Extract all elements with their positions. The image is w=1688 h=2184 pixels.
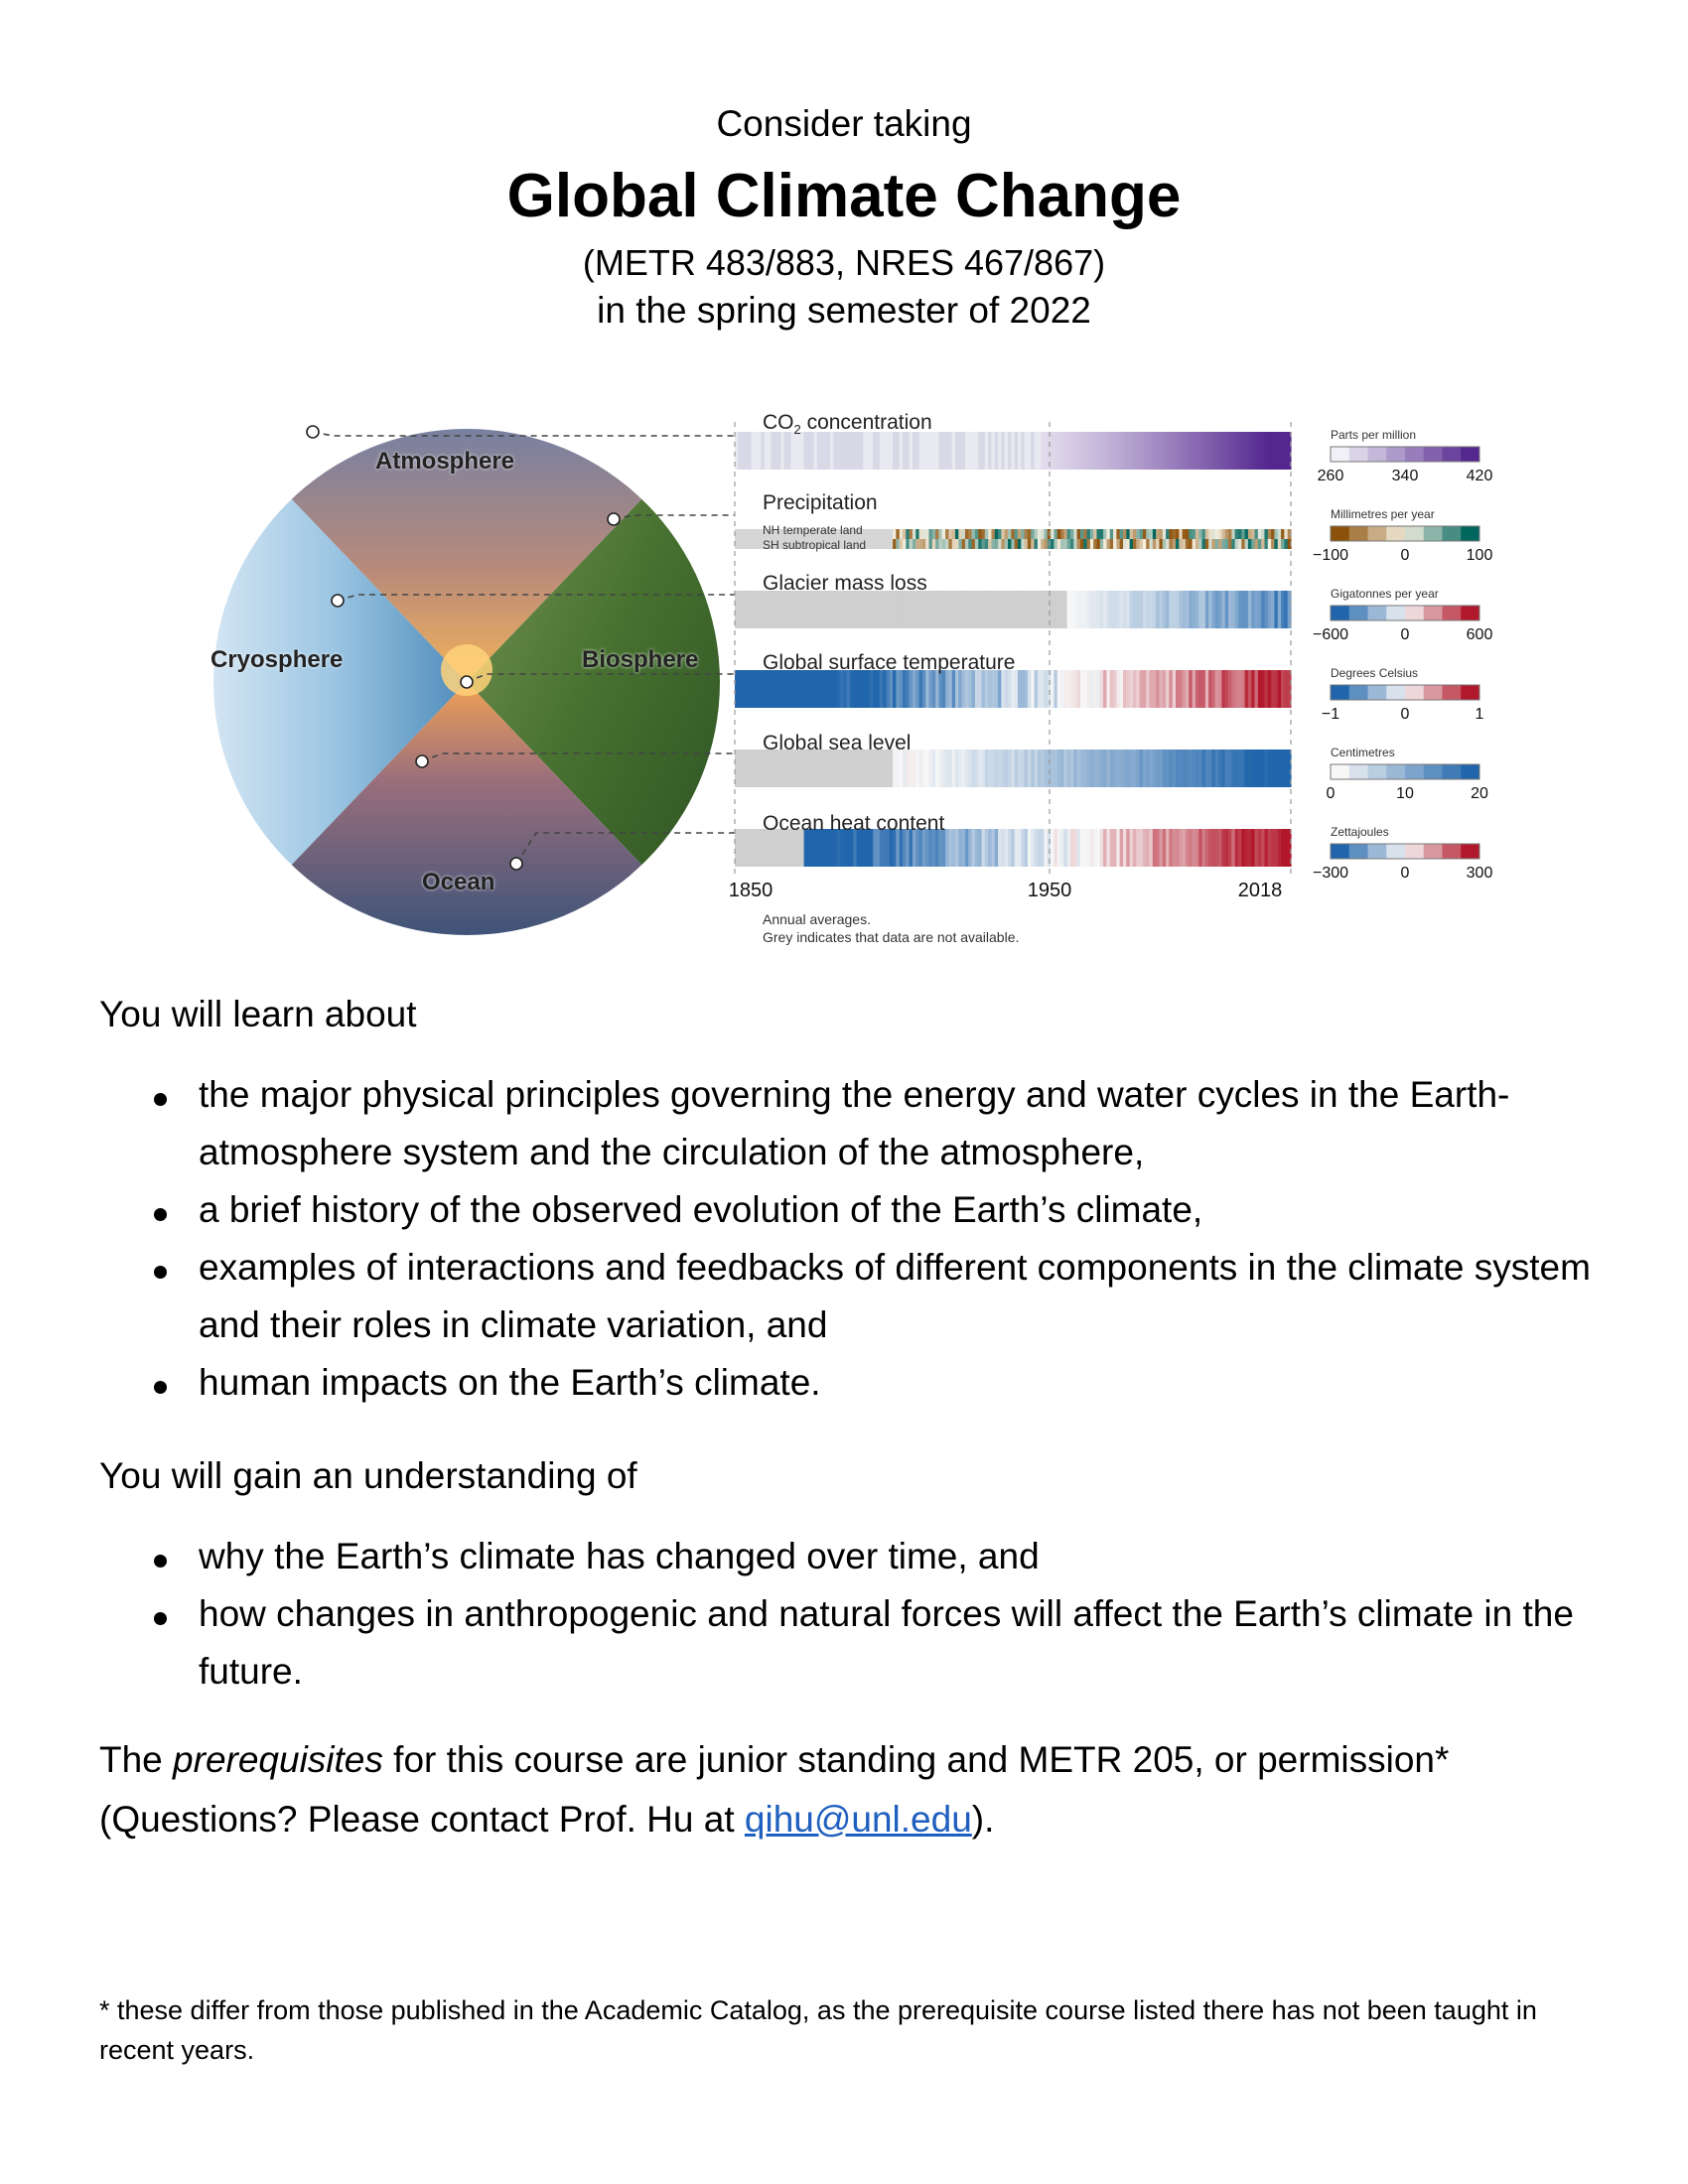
stripe-label-co2-sub: 2 <box>793 422 801 438</box>
prereq-text-1: The <box>99 1739 174 1780</box>
colorbar-swatch <box>1349 764 1368 779</box>
colorbar-swatch <box>1331 606 1349 620</box>
climate-figure-graphics <box>199 402 1499 958</box>
leader-line <box>313 432 735 436</box>
gain-intro: You will gain an understanding of <box>99 1455 637 1496</box>
prerequisites-paragraph <box>99 1730 1609 1849</box>
gain-list <box>99 1528 1609 1701</box>
colorbar-tick: 1 <box>1475 706 1484 723</box>
colorbar-unit: Gigatonnes per year <box>1331 587 1439 601</box>
colorbar-swatch <box>1461 764 1479 779</box>
contact-email-link[interactable]: qihu@unl.edu <box>744 1799 972 1840</box>
list-item <box>99 1354 1609 1412</box>
colorbar-swatch <box>1405 764 1424 779</box>
component-label-atmosphere: Atmosphere <box>375 448 515 475</box>
figure-note-averages: Annual averages. <box>763 911 871 927</box>
colorbar-swatch <box>1386 526 1405 541</box>
colorbar-tick: 100 <box>1466 547 1493 564</box>
list-item <box>99 1239 1609 1354</box>
colorbar-swatch <box>1349 606 1368 620</box>
colorbar-unit: Centimetres <box>1331 746 1395 759</box>
stripe-label-sea-level: Global sea level <box>763 732 912 754</box>
learn-list <box>99 1066 1609 1412</box>
colorbar-tick: −100 <box>1312 547 1349 564</box>
colorbar-tick: 0 <box>1400 626 1410 643</box>
prereq-text-3: ). <box>971 1799 995 1840</box>
colorbar-swatch <box>1386 685 1405 700</box>
colorbar-tick: 0 <box>1400 547 1410 564</box>
colorbar-swatch <box>1331 685 1349 700</box>
colorbar-swatch <box>1405 685 1424 700</box>
colorbar-tick: −300 <box>1312 865 1349 882</box>
colorbar-swatch <box>1386 606 1405 620</box>
colorbar-swatch <box>1349 685 1368 700</box>
year-label-mid: 1950 <box>1027 880 1072 901</box>
colorbar-tick: 20 <box>1471 785 1488 802</box>
colorbar-swatch <box>1443 685 1462 700</box>
stripe-label-precipitation: Precipitation <box>763 491 878 514</box>
lead-text: Consider taking <box>716 103 972 144</box>
colorbar-tick: 300 <box>1466 865 1493 882</box>
colorbar-swatch <box>1443 844 1462 859</box>
list-item <box>99 1585 1609 1701</box>
climate-figure <box>199 402 1499 958</box>
colorbar-swatch <box>1461 606 1479 620</box>
colorbar-swatch <box>1443 447 1462 462</box>
colorbar-swatch <box>1331 764 1349 779</box>
colorbar-swatch <box>1368 606 1387 620</box>
colorbar-swatch <box>1443 526 1462 541</box>
component-label-ocean: Ocean <box>422 869 495 895</box>
bullet-icon <box>154 1093 167 1106</box>
colorbar-swatch <box>1424 844 1443 859</box>
stripe-label-co2 <box>763 411 932 437</box>
bullet-icon <box>154 1266 167 1279</box>
learn-item-text: human impacts on the Earth’s climate. <box>199 1362 821 1403</box>
leader-dot <box>510 858 522 870</box>
colorbar-swatch <box>1443 764 1462 779</box>
leader-dot <box>332 595 344 607</box>
year-guide-lines <box>735 422 1291 874</box>
learn-item-text: a brief history of the observed evolution of the Earth’s climate, <box>199 1189 1203 1230</box>
semester-text: in the spring semester of 2022 <box>597 290 1091 331</box>
course-codes: (METR 483/883, NRES 467/867) <box>582 242 1106 283</box>
bullet-icon <box>154 1208 167 1221</box>
colorbar-tick: −1 <box>1321 706 1340 723</box>
colorbar-swatch <box>1349 526 1368 541</box>
list-item <box>99 1181 1609 1239</box>
colorbar-swatch <box>1368 685 1387 700</box>
component-label-biosphere: Biosphere <box>582 646 699 673</box>
colorbar-swatch <box>1424 447 1443 462</box>
colorbar-swatch <box>1424 685 1443 700</box>
colorbar-swatch <box>1331 526 1349 541</box>
colorbar-unit: Parts per million <box>1331 428 1417 442</box>
colorbar-swatch <box>1368 447 1387 462</box>
colorbar-swatch <box>1349 447 1368 462</box>
learn-item-text: examples of interactions and feedbacks of different components in the climate system and their roles in climate variation, and <box>199 1247 1591 1345</box>
colorbar-swatch <box>1331 844 1349 859</box>
stripe-label-ocean-heat: Ocean heat content <box>763 812 945 835</box>
learn-item-text: the major physical principles governing the energy and water cycles in the Earth-atmosphere system and the circulation of the atmosphere, <box>199 1074 1510 1172</box>
course-title: Global Climate Change <box>506 162 1182 230</box>
colorbar-swatch <box>1461 526 1479 541</box>
bullet-icon <box>154 1555 167 1568</box>
colorbar-swatch <box>1405 526 1424 541</box>
colorbar-swatch <box>1424 526 1443 541</box>
colorbar-tick: 420 <box>1466 468 1493 484</box>
colorbar-swatch <box>1461 447 1479 462</box>
colorbar-tick: 0 <box>1326 785 1336 802</box>
year-label-start: 1850 <box>728 880 774 901</box>
colorbar-tick: 0 <box>1400 706 1410 723</box>
colorbar-tick: 10 <box>1396 785 1414 802</box>
colorbar-swatch <box>1461 685 1479 700</box>
figure-note-grey: Grey indicates that data are not available. <box>763 929 1020 945</box>
colorbar-unit: Millimetres per year <box>1331 507 1435 521</box>
prereq-emphasis: prerequisites <box>173 1739 383 1780</box>
stripe-label-co2-rest: concentration <box>800 411 932 434</box>
colorbar-swatch <box>1386 764 1405 779</box>
colorbar-swatch <box>1386 447 1405 462</box>
colorbar-swatch <box>1368 844 1387 859</box>
colorbar-swatch <box>1331 447 1349 462</box>
gain-item-text: how changes in anthropogenic and natural forces will affect the Earth’s climate in the future. <box>199 1593 1574 1692</box>
stripe-label-co2-main: CO <box>763 411 794 434</box>
colorbar-swatch <box>1405 844 1424 859</box>
bullet-icon <box>154 1381 167 1394</box>
colorbar-swatch <box>1405 606 1424 620</box>
colorbar-swatch <box>1424 764 1443 779</box>
colorbar-tick: 260 <box>1317 468 1344 484</box>
prereq-text-2: for this course are junior standing and METR 205, or permission* (Questions? Please contact Prof. Hu at <box>99 1739 1450 1840</box>
stripe-label-temperature: Global surface temperature <box>763 651 1016 674</box>
colorbar-swatch <box>1443 606 1462 620</box>
colorbar-swatch <box>1386 844 1405 859</box>
list-item <box>99 1528 1609 1585</box>
colorbar-swatch <box>1405 447 1424 462</box>
colorbar-unit: Degrees Celsius <box>1331 666 1419 680</box>
colorbar-tick: 340 <box>1391 468 1419 484</box>
precip-sublabel-sh: SH subtropical land <box>763 538 867 552</box>
footnote: * these differ from those published in the Academic Catalog, as the prerequisite course listed there has not been taught in recent years. <box>99 1995 1537 2065</box>
gain-item-text: why the Earth’s climate has changed over time, and <box>199 1536 1040 1576</box>
colorbar-swatch <box>1424 606 1443 620</box>
colorbar-tick: 600 <box>1466 626 1493 643</box>
leader-dot <box>307 426 319 438</box>
colorbar-tick: −600 <box>1312 626 1349 643</box>
colorbar-swatch <box>1349 844 1368 859</box>
precip-sublabel-nh: NH temperate land <box>763 523 863 537</box>
list-item <box>99 1066 1609 1181</box>
learn-intro: You will learn about <box>99 994 417 1034</box>
bullet-icon <box>154 1612 167 1625</box>
leader-dot <box>416 755 428 767</box>
colorbar-unit: Zettajoules <box>1331 825 1389 839</box>
colorbar-swatch <box>1461 844 1479 859</box>
colorbar-swatch <box>1368 526 1387 541</box>
colorbar-tick: 0 <box>1400 865 1410 882</box>
leader-dot <box>608 513 620 525</box>
stripe-label-glacier: Glacier mass loss <box>763 572 927 595</box>
leader-dot <box>461 676 473 688</box>
colorbar-swatch <box>1368 764 1387 779</box>
component-label-cryosphere: Cryosphere <box>211 646 344 673</box>
year-label-end: 2018 <box>1237 880 1283 901</box>
